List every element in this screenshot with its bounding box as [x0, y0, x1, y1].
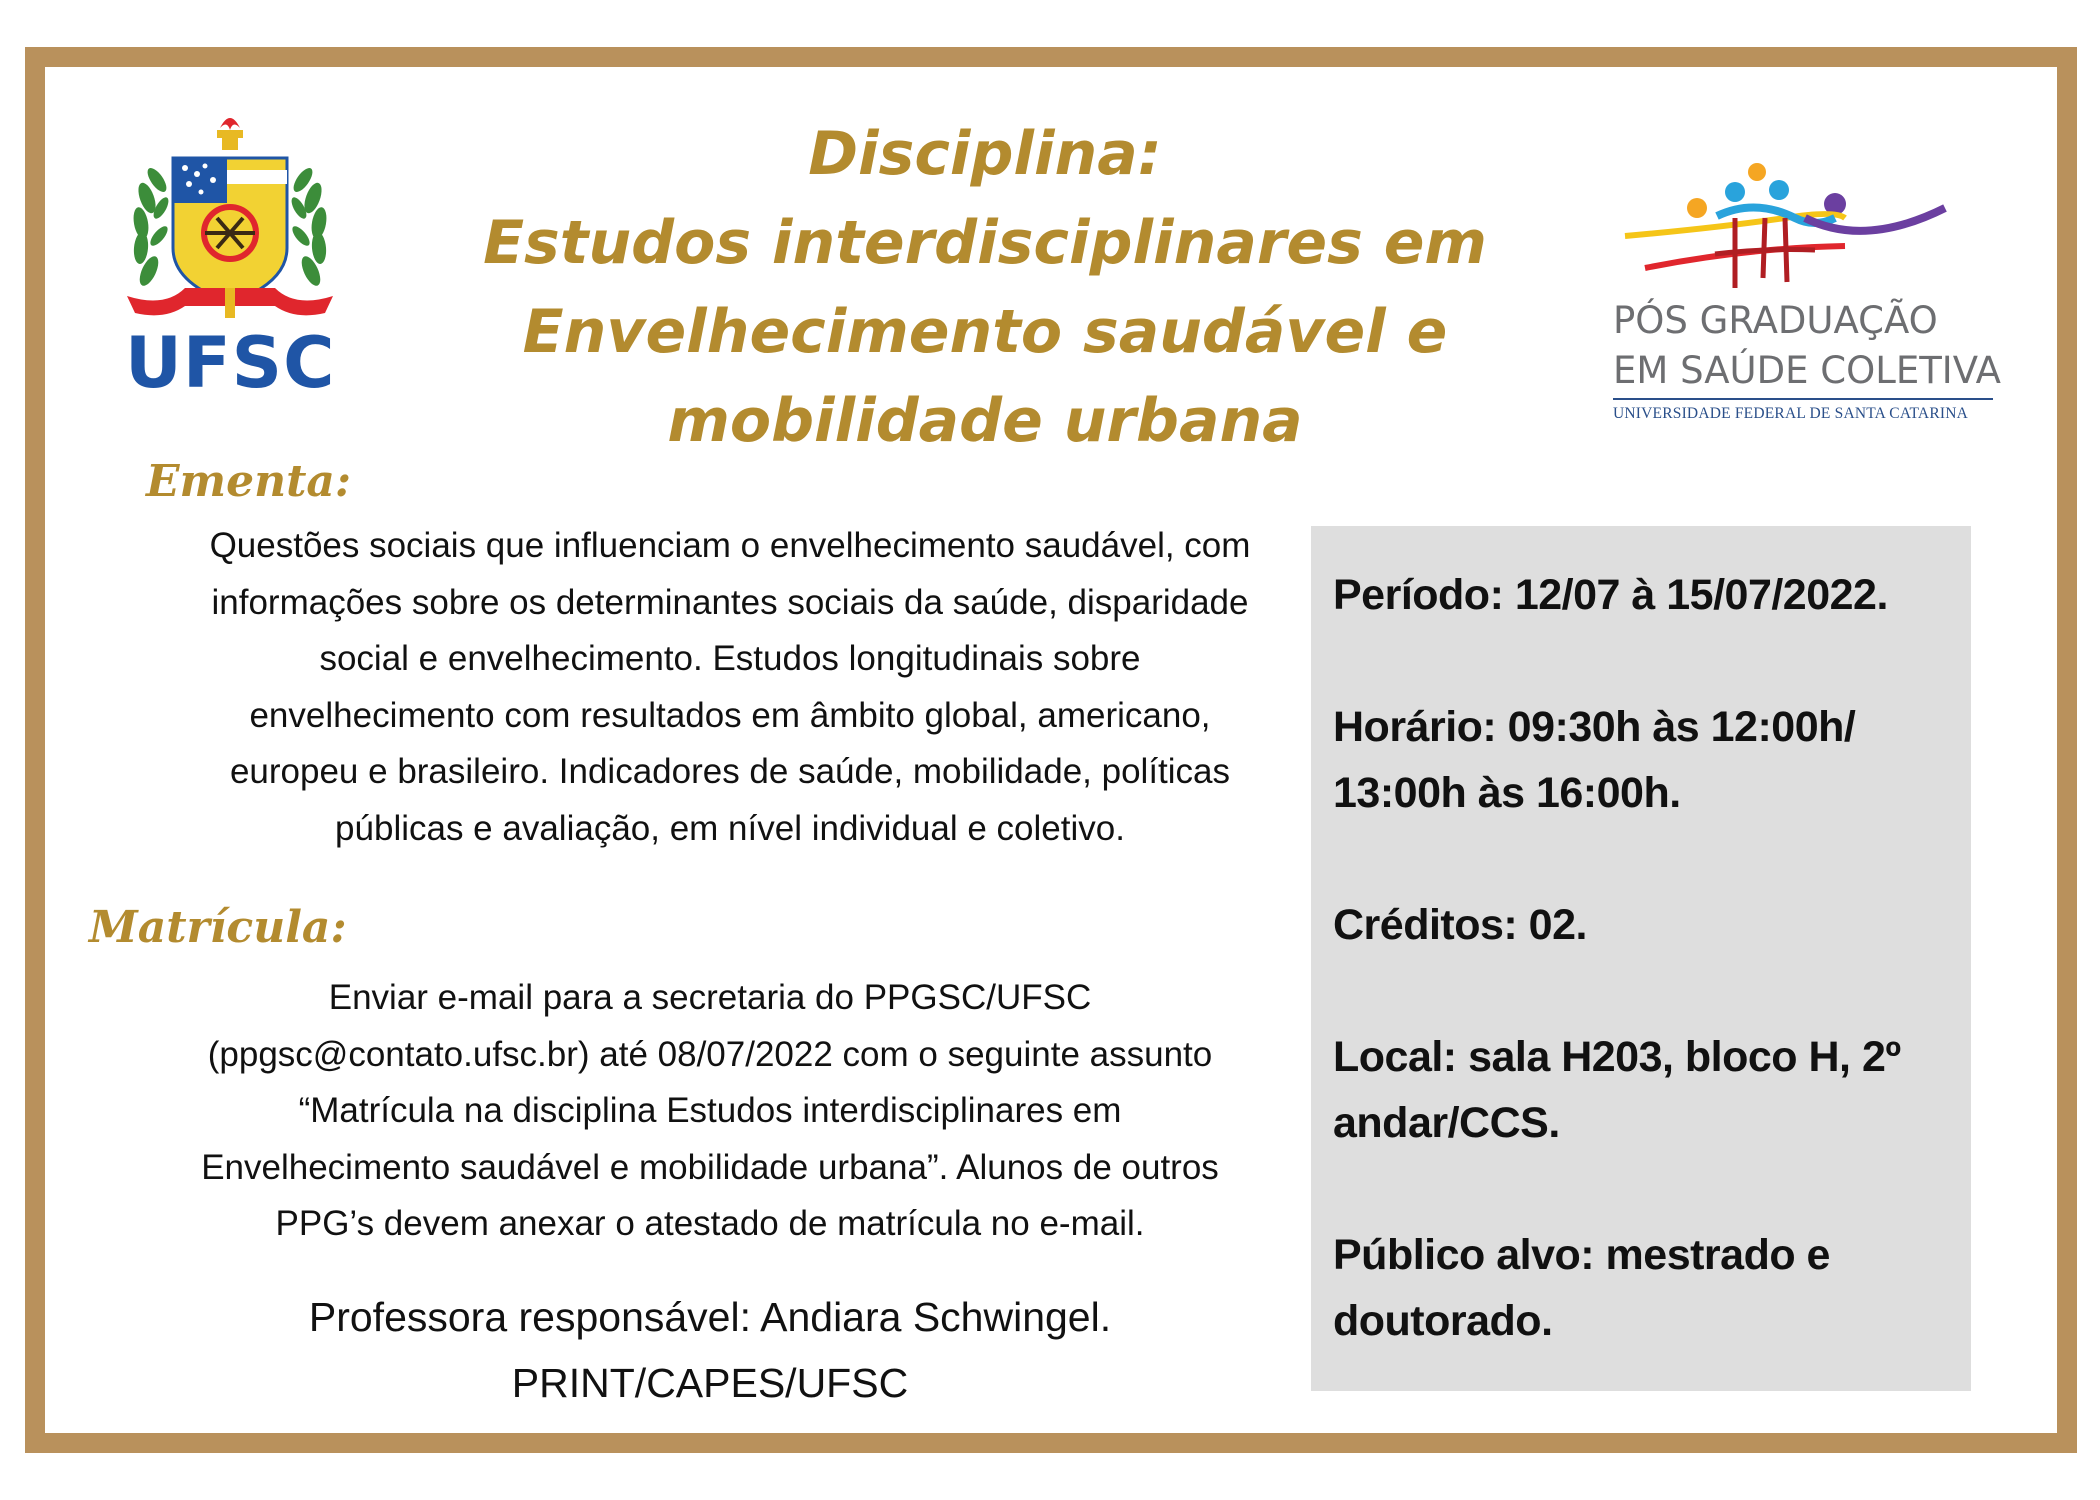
publico-text: Público alvo: mestrado e	[1333, 1231, 1830, 1279]
title-line: Disciplina:	[808, 119, 1162, 189]
ppgsc-logo	[1605, 158, 2001, 428]
matricula-line: Envelhecimento saudável e mobilidade urbana”. Alunos de outros	[201, 1147, 1219, 1187]
ppgsc-divider	[1613, 398, 1993, 400]
ementa-line: Questões sociais que influenciam o envelhecimento saudável, com	[209, 526, 1251, 565]
ementa-line: europeu e brasileiro. Indicadores de saúde, mobilidade, políticas	[229, 752, 1231, 792]
info-periodo	[1333, 562, 1963, 628]
title-line: Envelhecimento saudável e	[522, 297, 1448, 367]
ementa-heading: Ementa:	[146, 456, 352, 507]
professor-line: Professora responsável: Andiara Schwingel.	[308, 1294, 1112, 1340]
local-text: andar/CCS.	[1333, 1099, 1560, 1147]
periodo-text: Período: 12/07 à 15/07/2022.	[1333, 571, 1888, 619]
title-line: mobilidade urbana	[667, 386, 1303, 456]
ementa-line: informações sobre os determinantes sociais da saúde, disparidade	[211, 582, 1249, 622]
ementa-text	[80, 518, 1380, 858]
ufsc-logo	[125, 108, 335, 408]
matricula-line: Enviar e-mail para a secretaria do PPGSC/UFSC	[328, 978, 1092, 1017]
horario-text: Horário: 09:30h às 12:00h/	[1333, 703, 1856, 751]
ppgsc-title-line1: PÓS GRADUAÇÃO	[1613, 299, 1938, 342]
creditos-text: Créditos: 02.	[1333, 901, 1587, 949]
ementa-line: social e envelhecimento. Estudos longitudinais sobre	[319, 639, 1141, 679]
ementa-line: envelhecimento com resultados em âmbito global, americano,	[249, 695, 1211, 735]
info-horario	[1333, 694, 1963, 826]
info-local	[1333, 1024, 1963, 1156]
ppgsc-university-name: UNIVERSIDADE FEDERAL DE SANTA CATARINA	[1613, 405, 1969, 422]
publico-text: doutorado.	[1333, 1297, 1553, 1345]
matricula-line: PPG’s devem anexar o atestado de matrícula no e-mail.	[275, 1204, 1145, 1244]
matricula-text	[45, 970, 1375, 1253]
horario-text: 13:00h às 16:00h.	[1333, 769, 1681, 817]
ufsc-wordmark: UFSC	[125, 322, 336, 404]
matricula-heading: Matrícula:	[89, 902, 347, 953]
local-text: Local: sala H203, bloco H, 2º	[1333, 1033, 1901, 1081]
course-info-panel	[1311, 526, 1971, 1391]
course-title	[470, 110, 1500, 466]
ufsc-crest-icon	[125, 108, 335, 323]
ppgsc-people-icon	[1605, 158, 1995, 298]
info-creditos	[1333, 892, 1963, 958]
title-line: Estudos interdisciplinares em	[483, 208, 1487, 278]
matricula-line: “Matrícula na disciplina Estudos interdisciplinares em	[298, 1091, 1122, 1131]
program-line: PRINT/CAPES/UFSC	[511, 1360, 909, 1406]
matricula-line: (ppgsc@contato.ufsc.br) até 08/07/2022 com o seguinte assunto	[207, 1034, 1213, 1074]
ementa-line: públicas e avaliação, em nível individual e coletivo.	[335, 808, 1125, 848]
ppgsc-title-line2: EM SAÚDE COLETIVA	[1613, 349, 2001, 392]
info-publico	[1333, 1222, 1963, 1354]
professor-credit	[60, 1284, 1360, 1416]
